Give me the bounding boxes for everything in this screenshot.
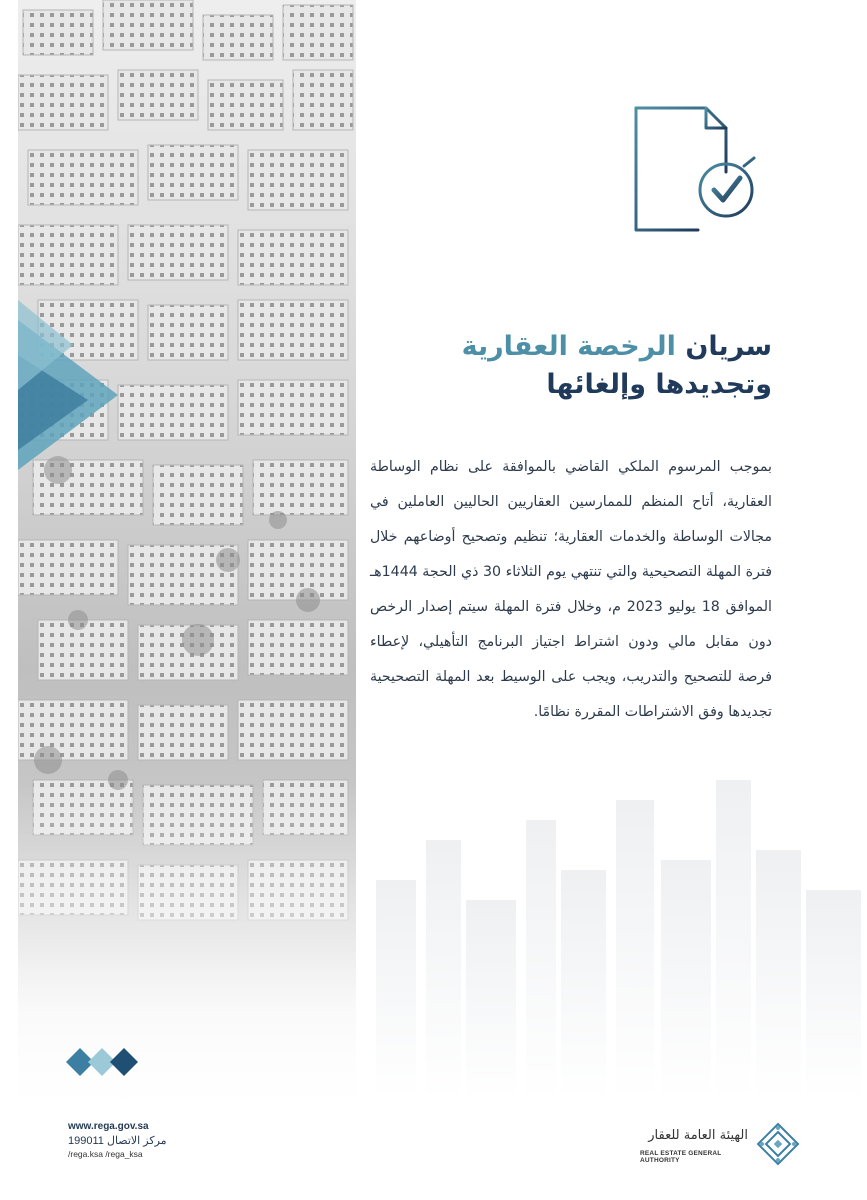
title-line-1-part-2: الرخصة العقارية: [461, 331, 676, 362]
body-paragraph: بموجب المرسوم الملكي القاضي بالموافقة على نظام الوساطة العقارية، أتاح المنظم للممارسين العقاريين الحاليين العاملين في مجالات الوساطة والخدمات العقارية؛ تنظيم وتصحيح أوضاعهم خلال فترة المهلة التصحيحية والتي تنتهي يوم الثلاثاء 30 ذي الحجة 1444هـ الموافق 18 يوليو 2023 م، وخلال فترة المهلة سيتم إصدار الرخص دون مقابل مالي ودون اشتراط اجتياز البرنامج التأهيلي، لإعطاء فرصة للتصحيح والتدريب، ويجب على الوسيط بعد المهلة التصحيحية تجديدها وفق الاشتراطات المقررة نظامًا.: [370, 459, 773, 720]
title-line-1-part-1: سريان: [685, 331, 772, 362]
authority-name-english: REAL ESTATE GENERAL AUTHORITY: [640, 1150, 722, 1164]
diamond-logo-icon: [66, 1042, 146, 1082]
page-title: [412, 328, 772, 404]
social-handles: /rega.ksa /rega_ksa: [68, 1149, 143, 1159]
aerial-city-photo: [18, 0, 356, 1112]
city-skyline-background: [356, 760, 867, 1100]
authority-logo: [640, 1122, 810, 1172]
document-check-icon: [628, 102, 763, 242]
footer-contact: [68, 1121, 167, 1159]
decorative-triangles: [18, 300, 128, 490]
contact-center-phone: مركز الاتصال 199011: [68, 1135, 167, 1147]
title-line-2: وتجديدها وإلغائها: [546, 369, 772, 400]
authority-name-arabic: الهيئة العامة للعقار: [648, 1128, 748, 1143]
website-link[interactable]: www.rega.gov.sa: [68, 1121, 149, 1132]
title-line-1: [412, 328, 772, 366]
real-estate-authority-emblem: [756, 1122, 800, 1166]
